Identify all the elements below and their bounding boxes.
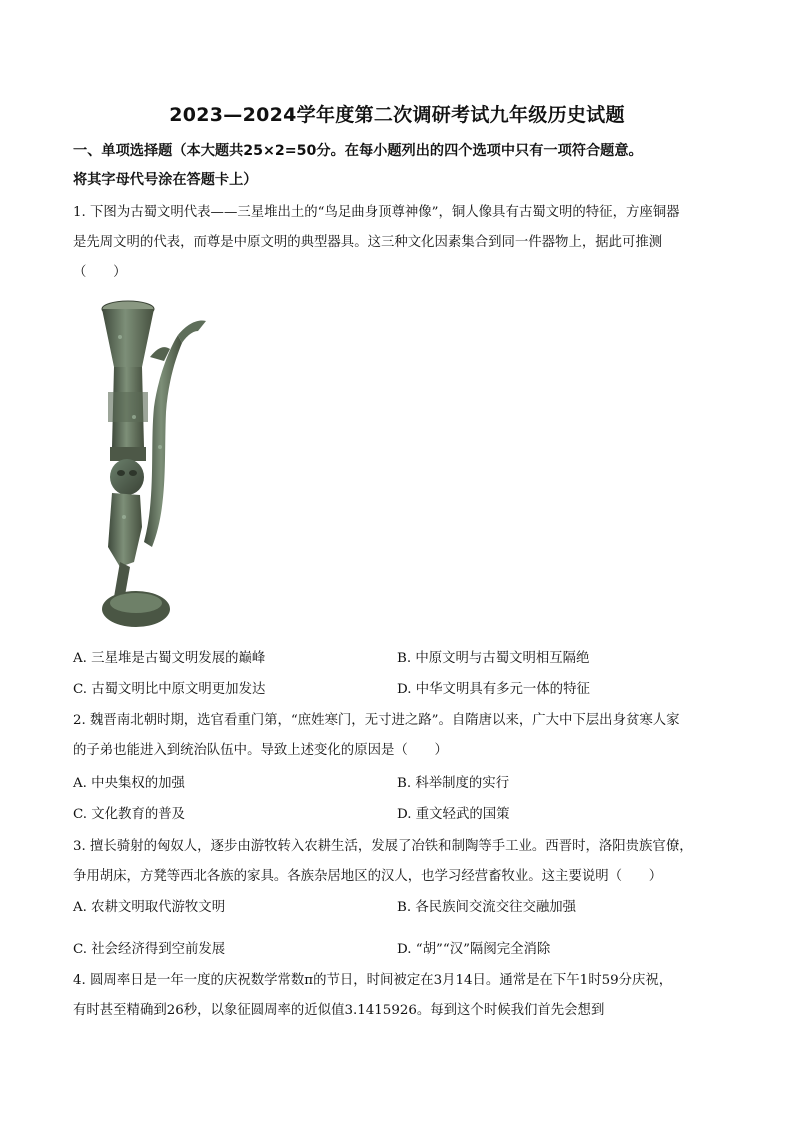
bronze-statue-image xyxy=(100,297,212,629)
question-3-option-a[interactable]: A. 农耕文明取代游牧文明 xyxy=(73,900,226,915)
question-4-stem-line-2: 有时甚至精确到26秒，以象征圆周率的近似值3.1415926。每到这个时候我们首先会想到 xyxy=(73,1003,605,1018)
section-heading-line-2: 将其字母代号涂在答题卡上） xyxy=(73,172,258,188)
question-3-stem-line-2: 争用胡床，方凳等西北各族的家具。各族杂居地区的汉人，也学习经营畜牧业。这主要说明（ ） xyxy=(73,869,663,884)
question-3-stem-line-1: 3. 擅长骑射的匈奴人，逐步由游牧转入农耕生活，发展了冶铁和制陶等手工业。西晋时，洛阳贵族官僚， xyxy=(73,839,693,854)
question-1-stem-line-3: （ ） xyxy=(73,265,127,280)
question-1-option-c[interactable]: C. 古蜀文明比中原文明更加发达 xyxy=(73,682,266,697)
question-1-option-b[interactable]: B. 中原文明与古蜀文明相互隔绝 xyxy=(397,651,590,666)
exam-title: 2023—2024学年度第二次调研考试九年级历史试题 xyxy=(169,104,625,126)
question-3-stem xyxy=(73,832,721,892)
question-1-stem xyxy=(73,198,721,288)
question-4-stem xyxy=(73,966,721,1026)
question-1-option-a[interactable]: A. 三星堆是古蜀文明发展的巅峰 xyxy=(73,651,266,666)
question-2-stem-line-2: 的子弟也能进入到统治队伍中。导致上述变化的原因是（ ） xyxy=(73,743,448,758)
question-3-option-c[interactable]: C. 社会经济得到空前发展 xyxy=(73,942,226,957)
question-2-option-c[interactable]: C. 文化教育的普及 xyxy=(73,807,186,822)
question-1-stem-line-1: 1. 下图为古蜀文明代表——三星堆出土的“鸟足曲身顶尊神像”，铜人像具有古蜀文明的特征，方座铜器 xyxy=(73,205,680,220)
question-2-option-a[interactable]: A. 中央集权的加强 xyxy=(73,776,185,791)
question-2-option-b[interactable]: B. 科举制度的实行 xyxy=(397,776,510,791)
question-4-stem-line-1: 4. 圆周率日是一年一度的庆祝数学常数π的节日，时间被定在3月14日。通常是在下午1时59分庆祝， xyxy=(73,973,673,988)
question-3-option-b[interactable]: B. 各民族间交流交往交融加强 xyxy=(397,900,577,915)
question-1-stem-line-2: 是先周文明的代表，而尊是中原文明的典型器具。这三种文化因素集合到同一件器物上，据此可推测 xyxy=(73,235,663,250)
question-2-stem-line-1: 2. 魏晋南北朝时期，选官看重门第，“庶姓寒门，无寸进之路”。自隋唐以来，广大中下层出身贫寒人家 xyxy=(73,713,680,728)
section-heading-line-1: 一、单项选择题（本大题共25×2=50分。在每小题列出的四个选项中只有一项符合题意。 xyxy=(73,143,643,159)
question-2-stem xyxy=(73,706,721,766)
question-3-option-d[interactable]: D. “胡”“汉”隔阂完全消除 xyxy=(397,942,551,957)
question-2-option-d[interactable]: D. 重文轻武的国策 xyxy=(397,807,510,822)
question-1-option-d[interactable]: D. 中华文明具有多元一体的特征 xyxy=(397,682,590,697)
